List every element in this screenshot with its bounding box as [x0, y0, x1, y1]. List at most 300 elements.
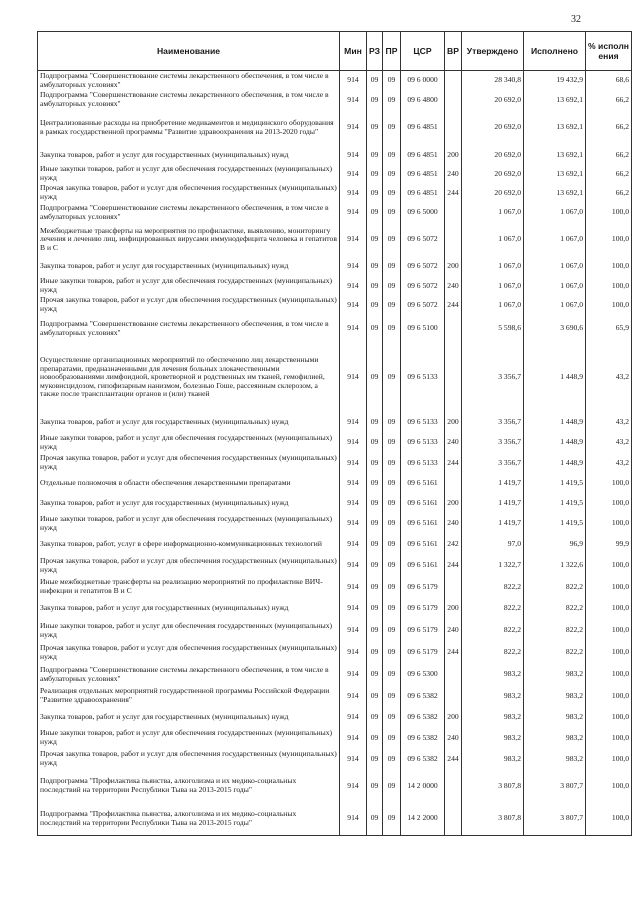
cell-min: 914	[340, 146, 367, 165]
cell-approved: 20 692,0	[462, 110, 524, 146]
table-row	[38, 433, 632, 453]
cell-percent: 100,0	[586, 707, 632, 728]
cell-vr: 244	[445, 453, 462, 474]
cell-executed: 13 692,1	[524, 110, 586, 146]
cell-pr: 09	[383, 343, 401, 413]
table-body	[38, 71, 632, 836]
cell-csr: 09 6 5072	[401, 277, 445, 296]
cell-executed: 1 067,0	[524, 296, 586, 315]
cell-name: Иные межбюджетные трансферты на реализацию мероприятий по профилактике ВИЧ-инфекции и гепатитов В и С	[38, 577, 340, 598]
header-pr: ПР	[383, 32, 401, 71]
cell-csr: 09 6 5300	[401, 664, 445, 686]
cell-name: Подпрограмма "Профилактика пьянства, алкоголизма и их медико-социальных последствий на территории Республики Тыва на 2013-2015 годы"	[38, 770, 340, 803]
cell-name: Осуществление организационных мероприятий по обеспечению лиц лекарственными препаратами, предназначенными для лечения больных злокачественными новообразованиями лимфоидной, кроветворной и родственных им тканей, гемофилией, муковисцидозом, гипофизарным нанизмом, болезнью Гоше, рассеянным склерозом, а также после трансплантации органов и (или) тканей	[38, 343, 340, 413]
cell-name: Закупка товаров, работ и услуг для государственных (муниципальных) нужд	[38, 494, 340, 514]
table-row	[38, 71, 632, 91]
cell-rz: 09	[367, 277, 383, 296]
cell-executed: 1 448,9	[524, 343, 586, 413]
cell-name: Прочая закупка товаров, работ и услуг для обеспечения государственных (муниципальных) нужд	[38, 555, 340, 577]
cell-name: Подпрограмма "Совершенствование системы лекарственного обеспечения, в том числе в амбулаторных условиях"	[38, 315, 340, 343]
cell-approved: 20 692,0	[462, 91, 524, 110]
cell-min: 914	[340, 453, 367, 474]
cell-name: Закупка товаров, работ и услуг для государственных (муниципальных) нужд	[38, 257, 340, 277]
cell-executed: 822,2	[524, 620, 586, 642]
cell-executed: 983,2	[524, 728, 586, 749]
cell-vr	[445, 343, 462, 413]
cell-rz: 09	[367, 749, 383, 770]
cell-executed: 19 432,9	[524, 71, 586, 91]
cell-name: Прочая закупка товаров, работ и услуг для обеспечения государственных (муниципальных) нужд	[38, 296, 340, 315]
header-min: Мин	[340, 32, 367, 71]
cell-approved: 983,2	[462, 664, 524, 686]
cell-pr: 09	[383, 277, 401, 296]
cell-csr: 09 6 5161	[401, 474, 445, 494]
cell-rz: 09	[367, 728, 383, 749]
cell-rz: 09	[367, 770, 383, 803]
cell-vr	[445, 770, 462, 803]
table-row	[38, 620, 632, 642]
cell-min: 914	[340, 494, 367, 514]
cell-percent: 100,0	[586, 474, 632, 494]
cell-percent: 100,0	[586, 598, 632, 620]
table-row	[38, 413, 632, 433]
cell-percent: 68,6	[586, 71, 632, 91]
cell-csr: 09 6 5382	[401, 728, 445, 749]
cell-vr: 244	[445, 555, 462, 577]
cell-csr: 09 6 5179	[401, 598, 445, 620]
cell-approved: 1 419,7	[462, 494, 524, 514]
cell-rz: 09	[367, 555, 383, 577]
table-row	[38, 494, 632, 514]
cell-executed: 1 419,5	[524, 514, 586, 534]
cell-csr: 09 6 4851	[401, 184, 445, 203]
cell-vr	[445, 474, 462, 494]
cell-percent: 65,9	[586, 315, 632, 343]
cell-name: Подпрограмма "Совершенствование системы лекарственного обеспечения, в том числе в амбулаторных условиях"	[38, 71, 340, 91]
cell-executed: 1 322,6	[524, 555, 586, 577]
cell-min: 914	[340, 277, 367, 296]
cell-executed: 822,2	[524, 642, 586, 664]
cell-rz: 09	[367, 534, 383, 555]
cell-name: Закупка товаров, работ и услуг для государственных (муниципальных) нужд	[38, 707, 340, 728]
cell-approved: 28 340,8	[462, 71, 524, 91]
cell-pr: 09	[383, 184, 401, 203]
cell-rz: 09	[367, 494, 383, 514]
cell-vr	[445, 315, 462, 343]
table-row	[38, 110, 632, 146]
cell-rz: 09	[367, 110, 383, 146]
cell-approved: 3 356,7	[462, 343, 524, 413]
cell-csr: 09 6 5382	[401, 749, 445, 770]
cell-rz: 09	[367, 146, 383, 165]
cell-pr: 09	[383, 728, 401, 749]
cell-executed: 1 067,0	[524, 257, 586, 277]
cell-vr: 200	[445, 707, 462, 728]
cell-rz: 09	[367, 223, 383, 257]
cell-csr: 09 6 5000	[401, 203, 445, 223]
cell-min: 914	[340, 110, 367, 146]
cell-percent: 100,0	[586, 223, 632, 257]
cell-min: 914	[340, 642, 367, 664]
cell-pr: 09	[383, 413, 401, 433]
cell-rz: 09	[367, 707, 383, 728]
header-csr: ЦСР	[401, 32, 445, 71]
header-percent: % исполн ения	[586, 32, 632, 71]
cell-approved: 3 356,7	[462, 453, 524, 474]
cell-name: Межбюджетные трансферты на мероприятия по профилактике, выявлению, мониторингу лечения и лечению лиц, инфицированных вирусами иммунодефицита человека и гепатитов В и С	[38, 223, 340, 257]
cell-min: 914	[340, 223, 367, 257]
cell-executed: 3 807,7	[524, 770, 586, 803]
cell-vr: 200	[445, 494, 462, 514]
cell-rz: 09	[367, 514, 383, 534]
cell-percent: 100,0	[586, 728, 632, 749]
cell-min: 914	[340, 534, 367, 555]
cell-vr: 240	[445, 433, 462, 453]
table-row	[38, 223, 632, 257]
cell-vr	[445, 110, 462, 146]
cell-pr: 09	[383, 110, 401, 146]
cell-vr: 244	[445, 184, 462, 203]
cell-rz: 09	[367, 257, 383, 277]
cell-percent: 100,0	[586, 296, 632, 315]
cell-pr: 09	[383, 296, 401, 315]
cell-percent: 66,2	[586, 91, 632, 110]
cell-csr: 09 6 4800	[401, 91, 445, 110]
cell-csr: 14 2 2000	[401, 803, 445, 836]
cell-approved: 1 067,0	[462, 296, 524, 315]
cell-csr: 09 6 5133	[401, 343, 445, 413]
table-header-row	[38, 32, 632, 71]
cell-percent: 43,2	[586, 413, 632, 433]
cell-approved: 20 692,0	[462, 146, 524, 165]
cell-pr: 09	[383, 686, 401, 707]
cell-rz: 09	[367, 203, 383, 223]
cell-min: 914	[340, 728, 367, 749]
table-row	[38, 728, 632, 749]
cell-csr: 09 6 5179	[401, 620, 445, 642]
cell-percent: 100,0	[586, 803, 632, 836]
header-rz: РЗ	[367, 32, 383, 71]
cell-name: Иные закупки товаров, работ и услуг для обеспечения государственных (муниципальных) нужд	[38, 433, 340, 453]
table-row	[38, 165, 632, 184]
cell-rz: 09	[367, 474, 383, 494]
cell-rz: 09	[367, 296, 383, 315]
cell-csr: 09 6 5161	[401, 494, 445, 514]
cell-csr: 09 6 0000	[401, 71, 445, 91]
cell-vr: 200	[445, 146, 462, 165]
cell-approved: 5 598,6	[462, 315, 524, 343]
cell-vr: 244	[445, 642, 462, 664]
cell-min: 914	[340, 598, 367, 620]
table-row	[38, 257, 632, 277]
cell-executed: 1 419,5	[524, 474, 586, 494]
cell-approved: 1 322,7	[462, 555, 524, 577]
table-row	[38, 453, 632, 474]
cell-approved: 1 067,0	[462, 203, 524, 223]
cell-rz: 09	[367, 343, 383, 413]
cell-percent: 100,0	[586, 749, 632, 770]
cell-csr: 09 6 5072	[401, 257, 445, 277]
table-row	[38, 146, 632, 165]
cell-percent: 100,0	[586, 203, 632, 223]
cell-percent: 43,2	[586, 433, 632, 453]
cell-name: Иные закупки товаров, работ и услуг для обеспечения государственных (муниципальных) нужд	[38, 620, 340, 642]
cell-pr: 09	[383, 803, 401, 836]
cell-name: Подпрограмма "Совершенствование системы лекарственного обеспечения, в том числе в амбулаторных условиях"	[38, 91, 340, 110]
cell-percent: 66,2	[586, 146, 632, 165]
cell-vr: 240	[445, 277, 462, 296]
cell-vr	[445, 71, 462, 91]
cell-name: Подпрограмма "Совершенствование системы лекарственного обеспечения, в том числе в амбулаторных условиях"	[38, 664, 340, 686]
cell-vr: 244	[445, 296, 462, 315]
cell-csr: 14 2 0000	[401, 770, 445, 803]
cell-percent: 100,0	[586, 642, 632, 664]
cell-executed: 1 448,9	[524, 453, 586, 474]
cell-executed: 1 419,5	[524, 494, 586, 514]
cell-approved: 983,2	[462, 728, 524, 749]
table-row	[38, 555, 632, 577]
cell-vr: 244	[445, 749, 462, 770]
cell-approved: 983,2	[462, 749, 524, 770]
cell-executed: 96,9	[524, 534, 586, 555]
cell-rz: 09	[367, 315, 383, 343]
cell-vr: 240	[445, 165, 462, 184]
page-number: 32	[571, 14, 581, 25]
cell-rz: 09	[367, 642, 383, 664]
cell-executed: 983,2	[524, 707, 586, 728]
cell-pr: 09	[383, 598, 401, 620]
cell-name: Централизованные расходы на приобретение медикаментов и медицинского оборудования в рамках государственной программы "Развитие здравоохранения на 2013-2020 годы"	[38, 110, 340, 146]
cell-vr	[445, 223, 462, 257]
cell-rz: 09	[367, 686, 383, 707]
cell-csr: 09 6 5161	[401, 534, 445, 555]
cell-percent: 100,0	[586, 494, 632, 514]
cell-name: Подпрограмма "Профилактика пьянства, алкоголизма и их медико-социальных последствий на территории Республики Тыва на 2013-2015 годы"	[38, 803, 340, 836]
table-row	[38, 203, 632, 223]
cell-executed: 983,2	[524, 749, 586, 770]
table-row	[38, 184, 632, 203]
cell-pr: 09	[383, 620, 401, 642]
cell-percent: 66,2	[586, 184, 632, 203]
cell-name: Отдельные полномочия в области обеспечения лекарственными препаратами	[38, 474, 340, 494]
cell-min: 914	[340, 577, 367, 598]
cell-executed: 1 448,9	[524, 413, 586, 433]
cell-csr: 09 6 5179	[401, 642, 445, 664]
cell-name: Иные закупки товаров, работ и услуг для обеспечения государственных (муниципальных) нужд	[38, 728, 340, 749]
cell-pr: 09	[383, 707, 401, 728]
table-row	[38, 749, 632, 770]
cell-name: Иные закупки товаров, работ и услуг для обеспечения государственных (муниципальных) нужд	[38, 277, 340, 296]
cell-percent: 99,9	[586, 534, 632, 555]
cell-vr	[445, 91, 462, 110]
cell-percent: 100,0	[586, 514, 632, 534]
cell-csr: 09 6 4851	[401, 110, 445, 146]
cell-pr: 09	[383, 494, 401, 514]
cell-name: Закупка товаров, работ и услуг для государственных (муниципальных) нужд	[38, 413, 340, 433]
cell-csr: 09 6 5161	[401, 555, 445, 577]
cell-executed: 1 067,0	[524, 223, 586, 257]
cell-min: 914	[340, 184, 367, 203]
cell-rz: 09	[367, 413, 383, 433]
cell-pr: 09	[383, 453, 401, 474]
cell-approved: 983,2	[462, 686, 524, 707]
cell-rz: 09	[367, 664, 383, 686]
cell-pr: 09	[383, 315, 401, 343]
cell-name: Прочая закупка товаров, работ и услуг для обеспечения государственных (муниципальных) нужд	[38, 749, 340, 770]
cell-min: 914	[340, 686, 367, 707]
cell-pr: 09	[383, 514, 401, 534]
cell-name: Прочая закупка товаров, работ и услуг для обеспечения государственных (муниципальных) нужд	[38, 453, 340, 474]
cell-vr	[445, 577, 462, 598]
cell-approved: 3 356,7	[462, 433, 524, 453]
table-row	[38, 803, 632, 836]
cell-approved: 3 356,7	[462, 413, 524, 433]
cell-approved: 1 419,7	[462, 514, 524, 534]
cell-csr: 09 6 5382	[401, 686, 445, 707]
cell-min: 914	[340, 433, 367, 453]
table-row	[38, 664, 632, 686]
cell-pr: 09	[383, 203, 401, 223]
cell-executed: 3 807,7	[524, 803, 586, 836]
cell-approved: 1 067,0	[462, 277, 524, 296]
cell-approved: 822,2	[462, 577, 524, 598]
cell-vr	[445, 203, 462, 223]
cell-pr: 09	[383, 257, 401, 277]
cell-pr: 09	[383, 71, 401, 91]
cell-approved: 983,2	[462, 707, 524, 728]
table-row	[38, 598, 632, 620]
cell-approved: 20 692,0	[462, 184, 524, 203]
cell-name: Подпрограмма "Совершенствование системы лекарственного обеспечения, в том числе в амбулаторных условиях"	[38, 203, 340, 223]
cell-approved: 822,2	[462, 598, 524, 620]
cell-executed: 13 692,1	[524, 146, 586, 165]
header-approved: Утверждено	[462, 32, 524, 71]
cell-min: 914	[340, 707, 367, 728]
cell-approved: 1 419,7	[462, 474, 524, 494]
cell-executed: 13 692,1	[524, 184, 586, 203]
cell-vr: 200	[445, 413, 462, 433]
cell-csr: 09 6 4851	[401, 165, 445, 184]
cell-approved: 97,0	[462, 534, 524, 555]
cell-percent: 100,0	[586, 577, 632, 598]
cell-percent: 43,2	[586, 453, 632, 474]
cell-vr: 240	[445, 514, 462, 534]
table-row	[38, 534, 632, 555]
cell-pr: 09	[383, 577, 401, 598]
cell-percent: 66,2	[586, 165, 632, 184]
cell-vr	[445, 803, 462, 836]
cell-min: 914	[340, 296, 367, 315]
cell-percent: 43,2	[586, 343, 632, 413]
cell-pr: 09	[383, 223, 401, 257]
cell-csr: 09 6 5161	[401, 514, 445, 534]
cell-name: Иные закупки товаров, работ и услуг для обеспечения государственных (муниципальных) нужд	[38, 165, 340, 184]
cell-approved: 3 807,8	[462, 770, 524, 803]
cell-approved: 3 807,8	[462, 803, 524, 836]
cell-min: 914	[340, 474, 367, 494]
cell-min: 914	[340, 555, 367, 577]
cell-rz: 09	[367, 433, 383, 453]
cell-percent: 100,0	[586, 664, 632, 686]
cell-name: Реализация отдельных мероприятий государственной программы Российской Федерации "Развитие здравоохранения"	[38, 686, 340, 707]
table-row	[38, 474, 632, 494]
table-row	[38, 296, 632, 315]
cell-executed: 1 448,9	[524, 433, 586, 453]
cell-percent: 100,0	[586, 277, 632, 296]
cell-pr: 09	[383, 534, 401, 555]
cell-approved: 1 067,0	[462, 257, 524, 277]
header-executed: Исполнено	[524, 32, 586, 71]
cell-csr: 09 6 5133	[401, 433, 445, 453]
cell-approved: 20 692,0	[462, 165, 524, 184]
cell-min: 914	[340, 749, 367, 770]
cell-name: Прочая закупка товаров, работ и услуг для обеспечения государственных (муниципальных) нужд	[38, 642, 340, 664]
table-row	[38, 315, 632, 343]
cell-rz: 09	[367, 803, 383, 836]
cell-pr: 09	[383, 165, 401, 184]
table-row	[38, 514, 632, 534]
table-row	[38, 642, 632, 664]
cell-executed: 1 067,0	[524, 203, 586, 223]
cell-csr: 09 6 5133	[401, 413, 445, 433]
cell-vr: 200	[445, 257, 462, 277]
cell-rz: 09	[367, 577, 383, 598]
cell-min: 914	[340, 770, 367, 803]
cell-percent: 100,0	[586, 555, 632, 577]
cell-vr	[445, 664, 462, 686]
cell-pr: 09	[383, 91, 401, 110]
cell-pr: 09	[383, 749, 401, 770]
cell-csr: 09 6 5072	[401, 223, 445, 257]
cell-vr	[445, 686, 462, 707]
cell-csr: 09 6 4851	[401, 146, 445, 165]
cell-min: 914	[340, 664, 367, 686]
cell-name: Прочая закупка товаров, работ и услуг для обеспечения государственных (муниципальных) нужд	[38, 184, 340, 203]
cell-executed: 1 067,0	[524, 277, 586, 296]
table-row	[38, 343, 632, 413]
table-row	[38, 686, 632, 707]
cell-pr: 09	[383, 642, 401, 664]
cell-pr: 09	[383, 770, 401, 803]
cell-csr: 09 6 5133	[401, 453, 445, 474]
cell-vr: 200	[445, 598, 462, 620]
cell-pr: 09	[383, 146, 401, 165]
cell-csr: 09 6 5382	[401, 707, 445, 728]
cell-rz: 09	[367, 71, 383, 91]
cell-executed: 822,2	[524, 577, 586, 598]
cell-executed: 3 690,6	[524, 315, 586, 343]
cell-min: 914	[340, 343, 367, 413]
cell-name: Иные закупки товаров, работ и услуг для обеспечения государственных (муниципальных) нужд	[38, 514, 340, 534]
cell-min: 914	[340, 514, 367, 534]
cell-percent: 100,0	[586, 620, 632, 642]
cell-min: 914	[340, 620, 367, 642]
header-vr: ВР	[445, 32, 462, 71]
cell-executed: 13 692,1	[524, 91, 586, 110]
table-row	[38, 91, 632, 110]
cell-csr: 09 6 5100	[401, 315, 445, 343]
cell-vr: 242	[445, 534, 462, 555]
cell-executed: 983,2	[524, 686, 586, 707]
cell-csr: 09 6 5072	[401, 296, 445, 315]
cell-percent: 100,0	[586, 770, 632, 803]
cell-min: 914	[340, 413, 367, 433]
cell-rz: 09	[367, 620, 383, 642]
cell-approved: 822,2	[462, 620, 524, 642]
cell-min: 914	[340, 91, 367, 110]
cell-percent: 100,0	[586, 257, 632, 277]
cell-percent: 100,0	[586, 686, 632, 707]
